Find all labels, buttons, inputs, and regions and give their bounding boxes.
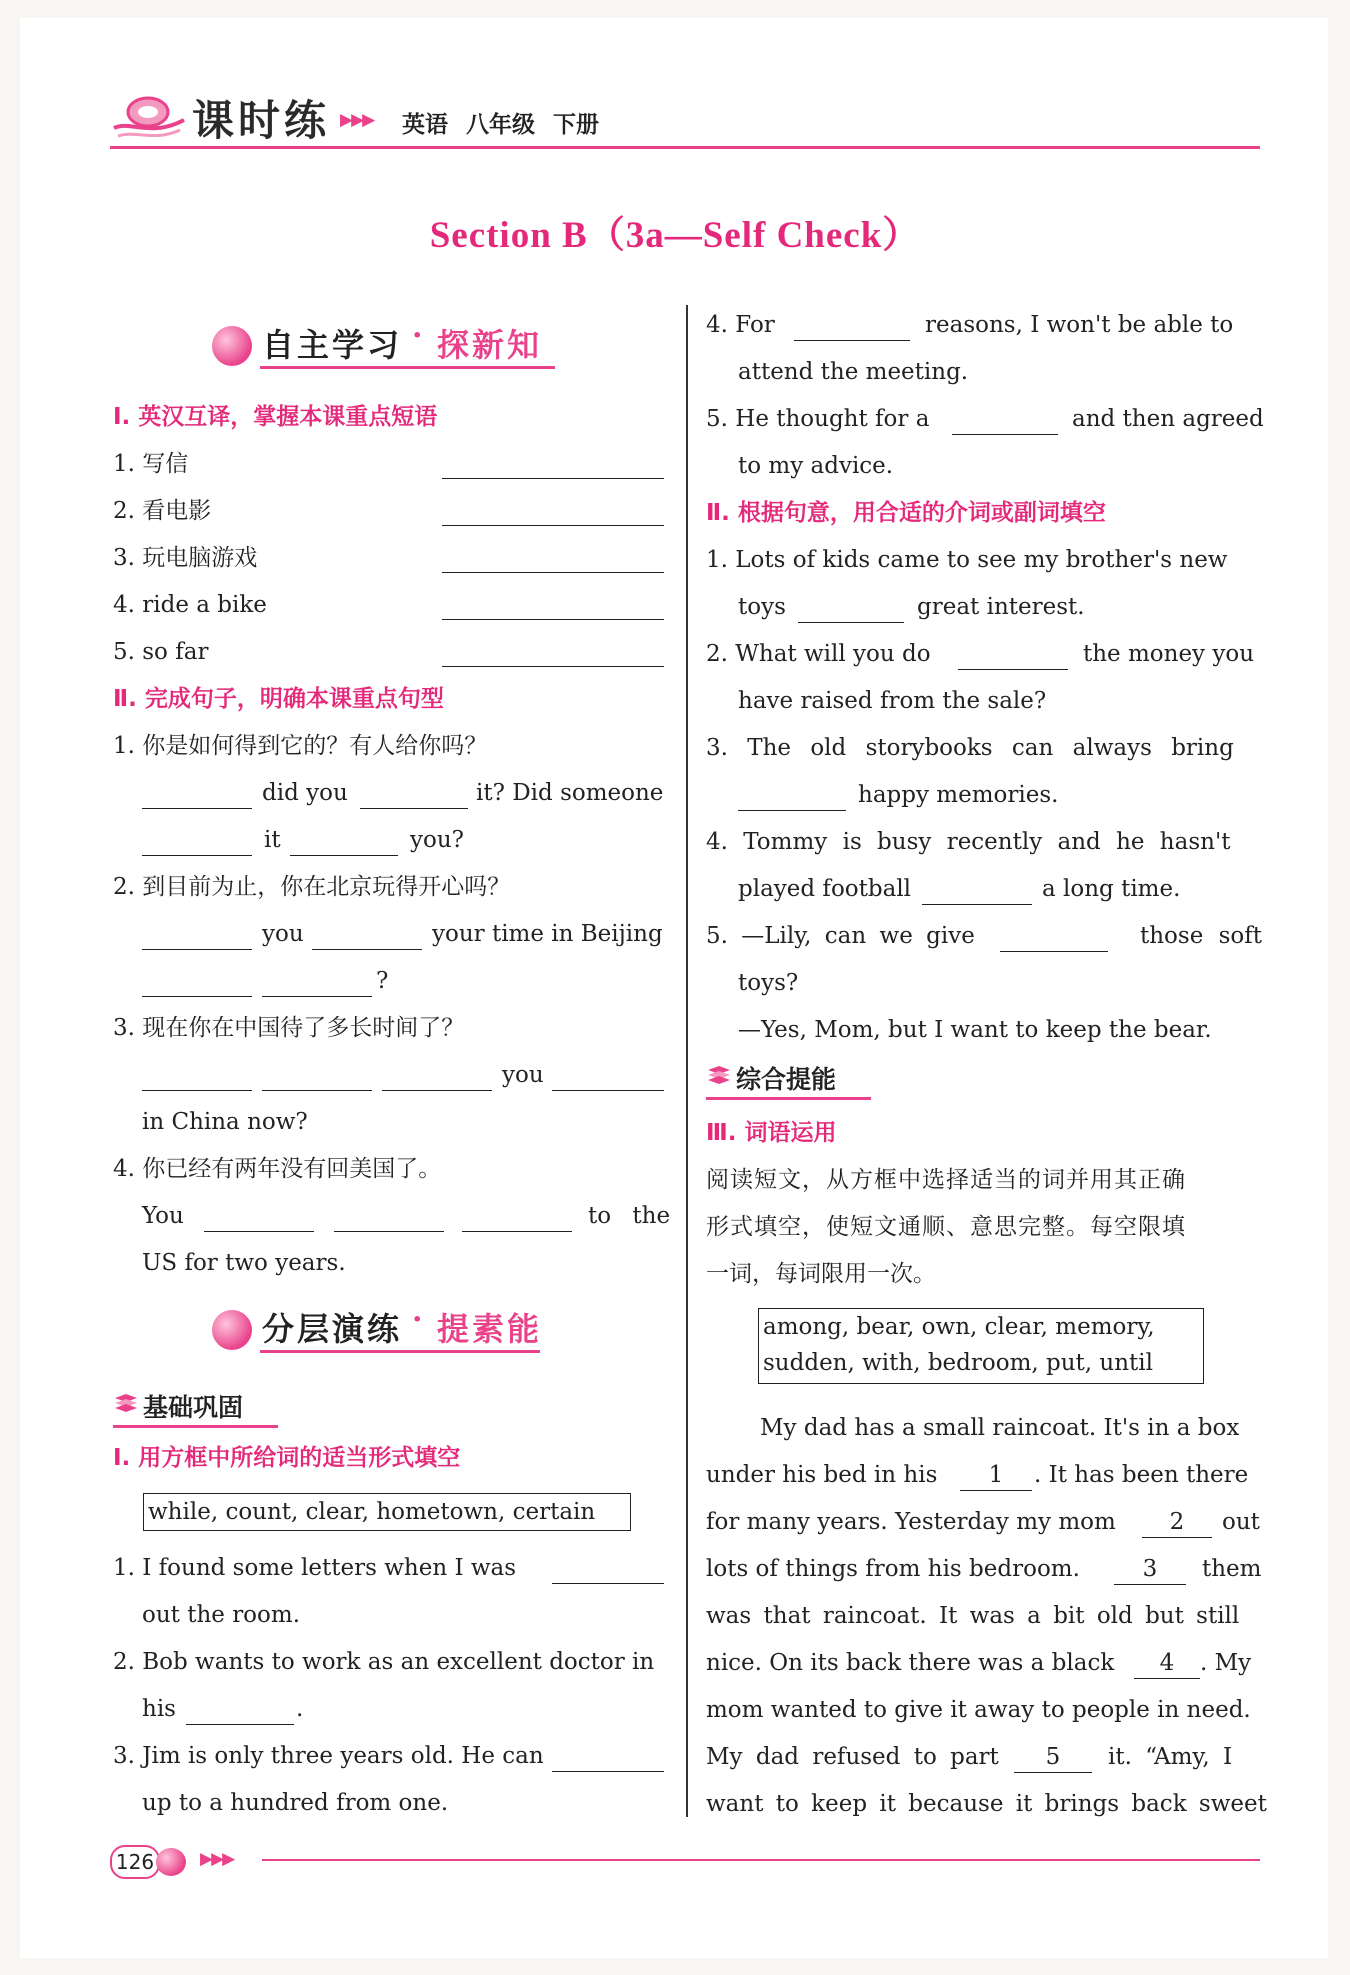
text: —Yes, Mom, but I want to keep the bear.: [738, 1017, 1212, 1043]
answer-blank[interactable]: [952, 434, 1058, 435]
subheading-basic: [113, 1388, 278, 1424]
header-subtitle: [402, 106, 599, 139]
text: it: [264, 827, 281, 853]
text: attend the meeting.: [738, 359, 969, 385]
header-rule: [110, 146, 1260, 149]
header: [110, 88, 1260, 148]
blank-number: 5: [1045, 1744, 1061, 1770]
column-divider: [686, 305, 688, 1817]
passage-line: . It has been there: [1034, 1462, 1249, 1488]
passage-line: under his bed in his: [706, 1462, 938, 1488]
passage-line: lots of things from his bedroom.: [706, 1556, 1080, 1582]
pink-ball-icon: [212, 326, 252, 366]
answer-blank[interactable]: [142, 996, 252, 997]
text: 4. Tommy is busy recently and he hasn't: [706, 829, 1231, 855]
subheading-underline: [706, 1097, 871, 1100]
answer-blank[interactable]: [442, 525, 664, 526]
text: 5. —Lily, can we give: [706, 923, 975, 949]
section-heading-3: Ⅰ. 用方框中所给词的适当形式填空: [113, 1445, 461, 1471]
subject: 英语: [402, 112, 448, 138]
text: 3. Jim is only three years old. He can: [113, 1743, 544, 1769]
question-chinese: 2. 到目前为止，你在北京玩得开心吗？: [113, 874, 511, 900]
text: great interest.: [917, 594, 1085, 620]
text: You: [142, 1203, 184, 1229]
instruction-text: 一词，每词限用一次。: [706, 1261, 936, 1287]
text: a long time.: [1042, 876, 1181, 902]
text: you: [262, 921, 304, 947]
text: toys: [738, 594, 786, 620]
grade: 八年级: [466, 112, 536, 138]
text: did you: [262, 780, 348, 806]
banner-text-1: 分层演练: [262, 1310, 403, 1348]
answer-blank[interactable]: [552, 1771, 664, 1772]
text: 4. For: [706, 312, 775, 338]
arrows-icon: ▶▶▶: [200, 1849, 234, 1869]
brand-title: 课时练: [192, 96, 331, 145]
word-box: [758, 1308, 1204, 1384]
banner-self-study: [212, 316, 572, 372]
passage-line: it. “Amy, I: [1108, 1744, 1233, 1770]
footer-rule: [262, 1859, 1260, 1861]
answer-blank[interactable]: [1000, 951, 1108, 952]
banner-text-1: 自主学习: [262, 326, 403, 364]
banner-underline: [260, 1350, 540, 1353]
text: to the: [588, 1203, 671, 1229]
answer-blank[interactable]: [1114, 1584, 1186, 1585]
text: 1. I found some letters when I was: [113, 1555, 517, 1581]
passage-line: My dad has a small raincoat. It's in a box: [760, 1415, 1240, 1441]
answer-blank[interactable]: [312, 949, 422, 950]
banner-practice: [212, 1300, 572, 1356]
list-item: 1. 写信: [113, 451, 189, 477]
answer-blank[interactable]: [462, 1231, 572, 1232]
text: up to a hundred from one.: [142, 1790, 449, 1816]
subheading-comprehensive: [706, 1060, 871, 1096]
word-box-line: among, bear, own, clear, memory,: [763, 1314, 1155, 1340]
lips-logo-icon: [110, 90, 190, 145]
volume: 下册: [553, 112, 600, 138]
banner-dot: ·: [412, 1302, 423, 1337]
answer-blank[interactable]: [142, 855, 252, 856]
pink-ball-icon: [156, 1848, 186, 1876]
book-icon: [113, 1392, 139, 1416]
answer-blank[interactable]: [958, 669, 1068, 670]
answer-blank[interactable]: [442, 572, 664, 573]
pink-ball-icon: [212, 1310, 252, 1350]
blank-number: 2: [1169, 1509, 1185, 1535]
answer-blank[interactable]: [922, 904, 1032, 905]
passage-line: out: [1222, 1509, 1260, 1535]
passage-line: for many years. Yesterday my mom: [706, 1509, 1116, 1535]
text: happy memories.: [858, 782, 1059, 808]
answer-blank[interactable]: [442, 619, 664, 620]
answer-blank[interactable]: [262, 1090, 372, 1091]
answer-blank[interactable]: [186, 1724, 294, 1725]
text: .: [296, 1696, 304, 1722]
text: 1. Lots of kids came to see my brother's new: [706, 547, 1228, 573]
list-item: 5. so far: [113, 639, 209, 665]
answer-blank[interactable]: [1014, 1772, 1092, 1773]
text: out the room.: [142, 1602, 301, 1628]
answer-blank[interactable]: [290, 855, 398, 856]
answer-blank[interactable]: [204, 1231, 314, 1232]
question-chinese: 1. 你是如何得到它的？有人给你吗？: [113, 733, 488, 759]
banner-dot: ·: [412, 318, 423, 353]
blank-number: 3: [1142, 1556, 1158, 1582]
subheading-underline: [113, 1425, 278, 1428]
text: 2. Bob wants to work as an excellent doctor in: [113, 1649, 655, 1675]
text: to my advice.: [738, 453, 894, 479]
list-item: 3. 玩电脑游戏: [113, 545, 258, 571]
text: it? Did someone: [476, 780, 664, 806]
answer-blank[interactable]: [360, 808, 468, 809]
arrows-icon: ▶▶▶: [340, 110, 374, 130]
list-item: 2. 看电影: [113, 498, 212, 524]
answer-blank[interactable]: [142, 949, 252, 950]
answer-blank[interactable]: [142, 1090, 252, 1091]
word-box: while, count, clear, hometown, certain: [143, 1493, 631, 1531]
blank-number: 1: [988, 1462, 1004, 1488]
instruction-text: 形式填空，使短文通顺、意思完整。每空限填: [706, 1214, 1186, 1240]
passage-line: was that raincoat. It was a bit old but still: [706, 1603, 1240, 1629]
answer-blank[interactable]: [960, 1490, 1032, 1491]
passage-line: My dad refused to part: [706, 1744, 999, 1770]
text: 3. The old storybooks can always bring: [706, 735, 1234, 761]
text: reasons, I won't be able to: [925, 312, 1234, 338]
passage-line: mom wanted to give it away to people in need.: [706, 1697, 1251, 1723]
section-heading-5: Ⅲ. 词语运用: [706, 1120, 837, 1146]
answer-blank[interactable]: [262, 996, 372, 997]
section-heading-1: Ⅰ. 英汉互译，掌握本课重点短语: [113, 404, 438, 430]
answer-blank[interactable]: [334, 1231, 444, 1232]
answer-blank[interactable]: [142, 808, 252, 809]
answer-blank[interactable]: [442, 478, 664, 479]
section-heading-2: Ⅱ. 完成句子，明确本课重点句型: [113, 686, 444, 712]
banner-text-2: 提素能: [437, 1310, 543, 1348]
subheading-text: 基础巩固: [143, 1393, 244, 1422]
passage-line: them: [1202, 1556, 1262, 1582]
section-heading-4: Ⅱ. 根据句意，用合适的介词或副词填空: [706, 500, 1106, 526]
banner-text-2: 探新知: [437, 326, 543, 364]
text: the money you: [1083, 641, 1255, 667]
passage-line: want to keep it because it brings back sweet: [706, 1791, 1267, 1817]
text: in China now?: [142, 1109, 308, 1135]
passage-line: . My: [1200, 1650, 1252, 1676]
instruction-text: 阅读短文，从方框中选择适当的词并用其正确: [706, 1167, 1186, 1193]
text: ?: [376, 968, 389, 994]
answer-blank[interactable]: [794, 340, 910, 341]
answer-blank[interactable]: [382, 1090, 492, 1091]
answer-blank[interactable]: [738, 810, 846, 811]
text: those soft: [1140, 923, 1263, 949]
answer-blank[interactable]: [798, 622, 904, 623]
text: US for two years.: [142, 1250, 346, 1276]
answer-blank[interactable]: [1142, 1537, 1212, 1538]
blank-number: 4: [1159, 1650, 1175, 1676]
question-chinese: 3. 现在你在中国待了多长时间了？: [113, 1015, 465, 1041]
banner-underline: [260, 366, 555, 369]
section-title: Section B（3a—Self Check）: [429, 215, 921, 256]
text: your time in Beijing: [432, 921, 663, 947]
list-item: 4. ride a bike: [113, 592, 267, 618]
text: toys?: [738, 970, 799, 996]
question-chinese: 4. 你已经有两年没有回美国了。: [113, 1156, 442, 1182]
text: you: [502, 1062, 544, 1088]
text: you?: [410, 827, 464, 853]
answer-blank[interactable]: [1134, 1678, 1200, 1679]
word-box-line: sudden, with, bedroom, put, until: [763, 1350, 1153, 1376]
text: 2. What will you do: [706, 641, 931, 667]
text: played football: [738, 876, 912, 902]
passage-line: nice. On its back there was a black: [706, 1650, 1115, 1676]
answer-blank[interactable]: [552, 1583, 664, 1584]
answer-blank[interactable]: [442, 666, 664, 667]
text: and then agreed: [1072, 406, 1264, 432]
page-number: 126: [110, 1845, 160, 1879]
subheading-text: 综合提能: [736, 1065, 837, 1094]
answer-blank[interactable]: [552, 1090, 664, 1091]
book-icon: [706, 1064, 732, 1088]
text: have raised from the sale?: [738, 688, 1047, 714]
text: 5. He thought for a: [706, 406, 930, 432]
text: his: [142, 1696, 176, 1722]
